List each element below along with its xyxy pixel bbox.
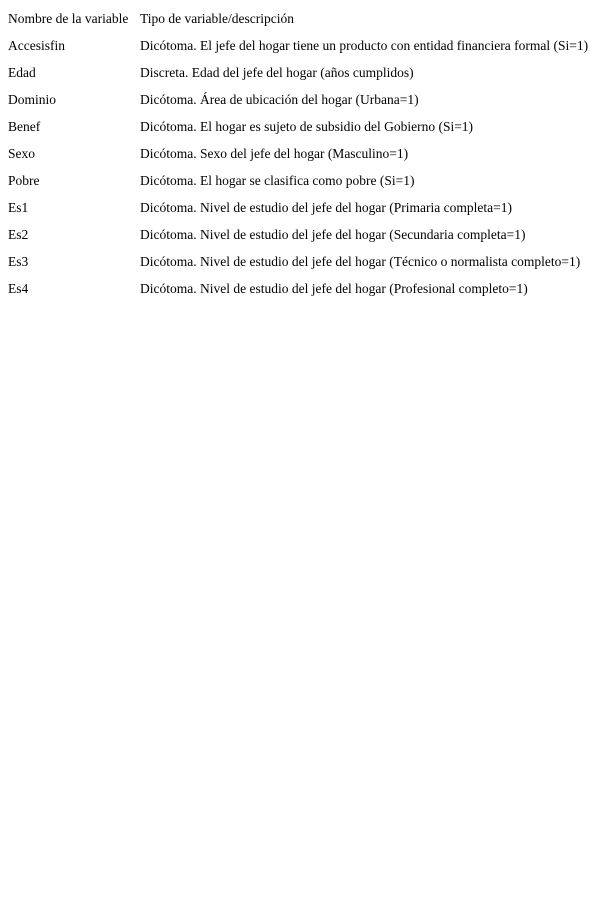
variable-name-cell: Edad (8, 65, 36, 80)
table-row (8, 113, 608, 140)
table-row (8, 194, 608, 221)
variable-name-cell: Dominio (8, 92, 57, 107)
variable-description-cell: Dicótoma. Nivel de estudio del jefe del hogar (Secundaria completa=1) (140, 227, 526, 242)
table-row (8, 275, 608, 302)
variable-description-cell: Dicótoma. Sexo del jefe del hogar (Masculino=1) (140, 146, 409, 161)
variable-name-cell: Es2 (8, 227, 29, 242)
variable-description-cell: Discreta. Edad del jefe del hogar (años cumplidos) (140, 65, 414, 80)
table-row (8, 86, 608, 113)
variable-description-cell: Dicótoma. El hogar se clasifica como pobre (Si=1) (140, 173, 415, 188)
variable-name-cell: Benef (8, 119, 41, 134)
variable-description-cell: Dicótoma. Área de ubicación del hogar (Urbana=1) (140, 92, 419, 107)
variables-table (8, 5, 608, 302)
variable-description-cell: Dicótoma. Nivel de estudio del jefe del hogar (Profesional completo=1) (140, 281, 528, 296)
variable-name-cell: Es3 (8, 254, 29, 269)
table-row (8, 221, 608, 248)
table-row (8, 59, 608, 86)
variable-description-cell: Dicótoma. Nivel de estudio del jefe del hogar (Primaria completa=1) (140, 200, 512, 215)
variable-name-cell: Accesisfin (8, 38, 65, 53)
header-variable-name: Nombre de la variable (8, 11, 129, 26)
variable-name-cell: Sexo (8, 146, 35, 161)
variable-name-cell: Es4 (8, 281, 29, 296)
table-header-row (8, 5, 608, 32)
table-row (8, 167, 608, 194)
variable-description-cell: Dicótoma. El hogar es sujeto de subsidio del Gobierno (Si=1) (140, 119, 474, 134)
table-row (8, 32, 608, 59)
variable-description-cell: Dicótoma. El jefe del hogar tiene un producto con entidad financiera formal (Si=1) (140, 38, 589, 53)
variable-name-cell: Pobre (8, 173, 40, 188)
table-row (8, 248, 608, 275)
variable-description-cell: Dicótoma. Nivel de estudio del jefe del hogar (Técnico o normalista completo=1) (140, 254, 581, 269)
variable-name-cell: Es1 (8, 200, 29, 215)
table-row (8, 140, 608, 167)
header-variable-description: Tipo de variable/descripción (140, 11, 294, 26)
